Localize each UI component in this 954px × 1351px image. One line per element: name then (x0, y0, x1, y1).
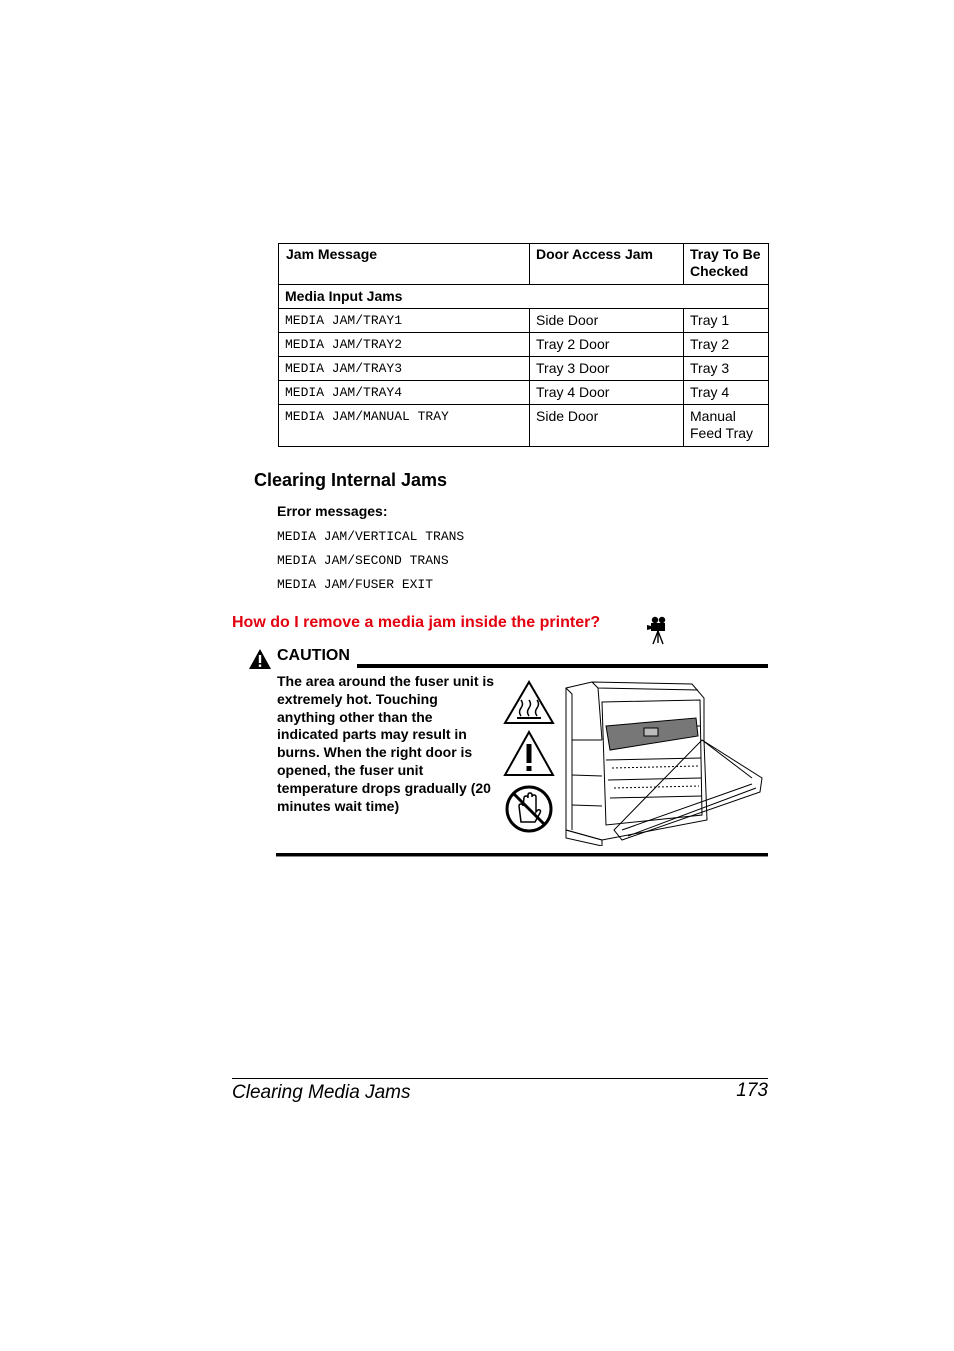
table-header-door-access: Door Access Jam (530, 244, 684, 285)
caution-bottom-rule (276, 853, 768, 857)
do-not-touch-icon (504, 784, 554, 839)
footer-rule (232, 1078, 768, 1079)
printer-open-door-illustration (562, 680, 768, 851)
section-heading: Clearing Internal Jams (254, 470, 448, 490)
table-row (279, 405, 769, 447)
table-cell-tray: Manual Feed Tray (684, 405, 769, 447)
table-cell-tray: Tray 1 (684, 309, 769, 333)
table-row (279, 381, 769, 405)
jam-table (278, 243, 769, 447)
table-cell-tray: Tray 4 (684, 381, 769, 405)
warning-icon (503, 730, 555, 783)
table-cell-door: Tray 4 Door (530, 381, 684, 405)
error-message: MEDIA JAM/FUSER EXIT (277, 577, 434, 592)
caution-title: CAUTION (277, 647, 350, 664)
table-cell-message: MEDIA JAM/TRAY4 (279, 381, 530, 405)
error-messages-label: Error messages: (277, 503, 388, 519)
table-row (279, 309, 769, 333)
error-message: MEDIA JAM/VERTICAL TRANS (277, 529, 465, 544)
table-cell-door: Tray 2 Door (530, 333, 684, 357)
video-camera-icon[interactable] (646, 616, 670, 651)
footer-title: Clearing Media Jams (232, 1082, 411, 1103)
table-cell-message: MEDIA JAM/TRAY1 (279, 309, 530, 333)
hot-surface-icon (503, 680, 555, 731)
page-number: 173 (736, 1080, 768, 1101)
caution-text: The area around the fuser unit is extremely hot. Touching anything other than the indicated parts may result in burns. When the right door is opened, the fuser unit temperature drops gradually (20 minutes wait time) (277, 673, 495, 814)
error-message: MEDIA JAM/SECOND TRANS (277, 553, 449, 568)
howto-question: How do I remove a media jam inside the printer? (232, 614, 601, 631)
table-cell-door: Side Door (530, 309, 684, 333)
table-cell-message: MEDIA JAM/MANUAL TRAY (279, 405, 530, 447)
table-cell-door: Tray 3 Door (530, 357, 684, 381)
table-cell-message: MEDIA JAM/TRAY3 (279, 357, 530, 381)
table-row (279, 333, 769, 357)
table-cell-door: Side Door (530, 405, 684, 447)
table-cell-message: MEDIA JAM/TRAY2 (279, 333, 530, 357)
table-cell-tray: Tray 3 (684, 357, 769, 381)
table-header-jam-message: Jam Message (279, 244, 530, 285)
table-header-tray: Tray To Be Checked (684, 244, 769, 285)
table-row (279, 357, 769, 381)
caution-rule (357, 664, 768, 668)
table-section-label: Media Input Jams (279, 285, 769, 309)
table-cell-tray: Tray 2 (684, 333, 769, 357)
caution-triangle-icon (248, 648, 272, 675)
